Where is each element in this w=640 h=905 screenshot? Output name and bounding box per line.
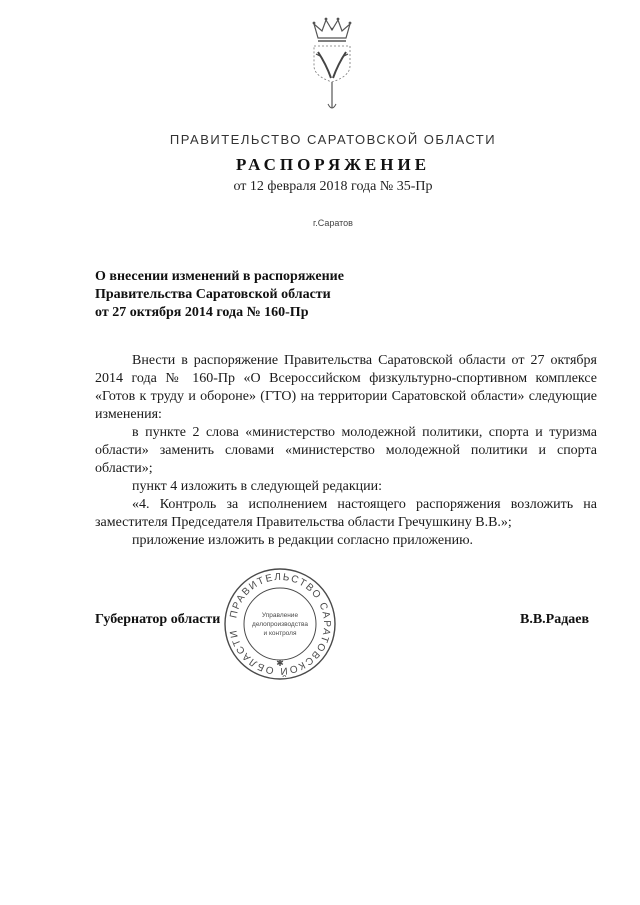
subject-line: О внесении изменений в распоряжение xyxy=(95,269,344,284)
body-paragraph: в пункте 2 слова «министерство молодежной политики, спорта и туризма области» заменить словами «министерство молодежной политики и спорта области»; xyxy=(95,425,597,476)
body-paragraph: «4. Контроль за исполнением настоящего распоряжения возложить на заместителя Председателя Правительства области Гречушкину В.В.»; xyxy=(95,497,597,530)
stamp-center-line: Управление xyxy=(261,612,299,619)
coat-of-arms-emblem xyxy=(300,12,364,120)
document-title: РАСПОРЯЖЕНИЕ xyxy=(235,155,431,174)
body-paragraph: приложение изложить в редакции согласно приложению. xyxy=(132,533,474,548)
stamp-star-icon: ✱ xyxy=(276,658,284,668)
stamp-center-line: делопроизводства xyxy=(252,621,308,628)
document-city: г.Саратов xyxy=(313,218,353,228)
body-paragraph: Внести в распоряжение Правительства Саратовской области от 27 октября 2014 года № 160-Пр «О Всероссийском физкультурно-спортивном комплексе «Готов к труду и обороне» (ГТО) на территории Саратовской области» следующие изменения: xyxy=(95,353,597,422)
stamp-ring-text: ПРАВИТЕЛЬСТВО САРАТОВСКОЙ ОБЛАСТИ xyxy=(228,571,333,677)
document-date: от 12 февраля 2018 года № 35-Пр xyxy=(233,179,433,194)
stamp-center-line: и контроля xyxy=(263,630,297,637)
subject-line: Правительства Саратовской области xyxy=(95,287,331,302)
subject-line: от 27 октября 2014 года № 160-Пр xyxy=(95,305,309,320)
document-subject xyxy=(95,268,415,322)
signer-name: В.В.Радаев xyxy=(520,612,590,627)
signer-title: Губернатор области xyxy=(95,612,221,627)
official-stamp xyxy=(222,566,338,682)
document-body xyxy=(95,352,597,550)
body-paragraph: пункт 4 изложить в следующей редакции: xyxy=(132,479,382,494)
government-name: ПРАВИТЕЛЬСТВО САРАТОВСКОЙ ОБЛАСТИ xyxy=(169,132,497,147)
